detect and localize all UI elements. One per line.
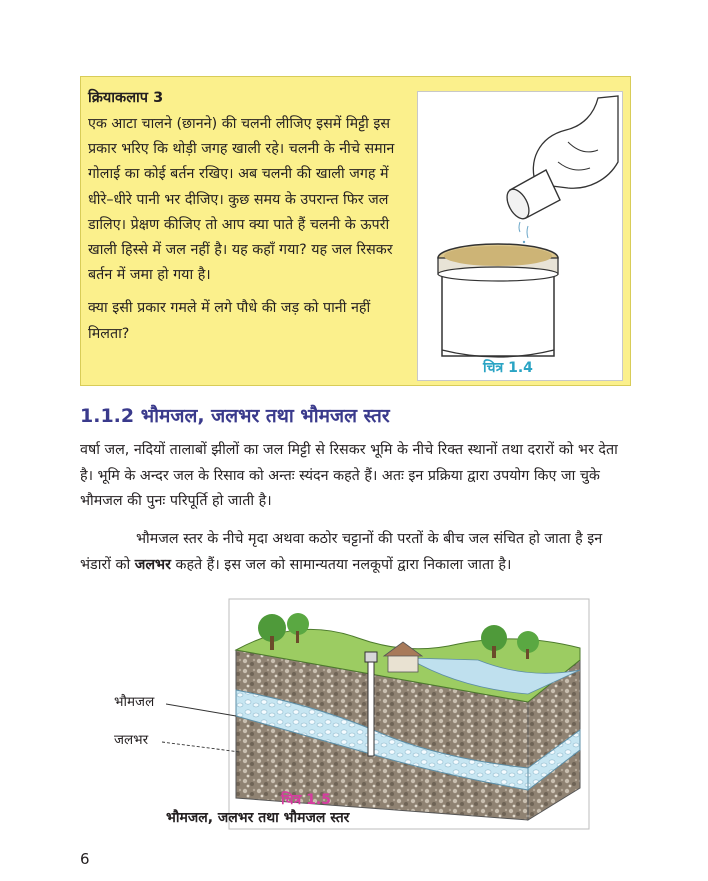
activity-title: क्रियाकलाप 3 xyxy=(88,90,164,106)
body-paragraph-2-start: भौमजल स्तर के नीचे मृदा अथवा कठोर चट्टानों की परतों के बीच जल संचित हो जाता है इन भंडारों को xyxy=(80,531,603,573)
figure-1-4-caption: चित्र 1.4 xyxy=(483,360,533,376)
label-aquifer-leader xyxy=(162,740,242,754)
figure-1-4-panel xyxy=(417,91,623,381)
activity-paragraph-1: एक आटा चालने (छानने) की चलनी लीजिए इसमें मिट्टी इस प्रकार भरिए कि थोड़ी जगह खाली रहे। चलनी के नीचे समान गोलाई का कोई बर्तन रखिए। अब चलनी की खाली जगह में धीरे–धीरे पानी भर दीजिए। कुछ समय के उपरान्त फिर जल डालिए। प्रेक्षण कीजिए तो आप क्या पाते हैं चलनी के ऊपरी खाली हिस्से में जल नहीं है। यह कहाँ गया? यह जल रिसकर बर्तन में जमा हो गया है। xyxy=(88,116,395,284)
aquifer-term: जलभर xyxy=(134,556,171,573)
figure-1-5-caption-title: भौमजल, जलभर तथा भौमजल स्तर xyxy=(166,810,350,826)
label-aquifer: जलभर xyxy=(114,732,149,748)
activity-text xyxy=(88,112,410,347)
figure-1-5-caption-number: चित्र 1.5 xyxy=(281,792,331,808)
label-groundwater: भौमजल xyxy=(114,694,155,710)
label-groundwater-leader xyxy=(166,702,238,720)
body-paragraph-2-end: कहते हैं। इस जल को सामान्यतया नलकूपों द्वारा निकाला जाता है। xyxy=(170,556,512,573)
sieve-pouring-water-illustration xyxy=(418,92,624,382)
page-number: 6 xyxy=(80,850,90,868)
body-paragraph-2 xyxy=(80,527,632,578)
activity-paragraph-2: क्या इसी प्रकार गमले में लगे पौधे की जड़ को पानी नहीं मिलता? xyxy=(88,300,371,342)
section-heading: 1.1.2 भौमजल, जलभर तथा भौमजल स्तर xyxy=(80,405,390,427)
body-paragraph-1: वर्षा जल, नदियों तालाबों झीलों का जल मिट्टी से रिसकर भूमि के नीचे रिक्त स्थानों तथा दरारों को भर देता है। भूमि के अन्दर जल के रिसाव को अन्तः स्यंदन कहते हैं। अतः इन प्रक्रिया द्वारा उपयोग किए जा चुके भौमजल की पुनः परिपूर्ति हो जाती है। xyxy=(80,442,618,509)
